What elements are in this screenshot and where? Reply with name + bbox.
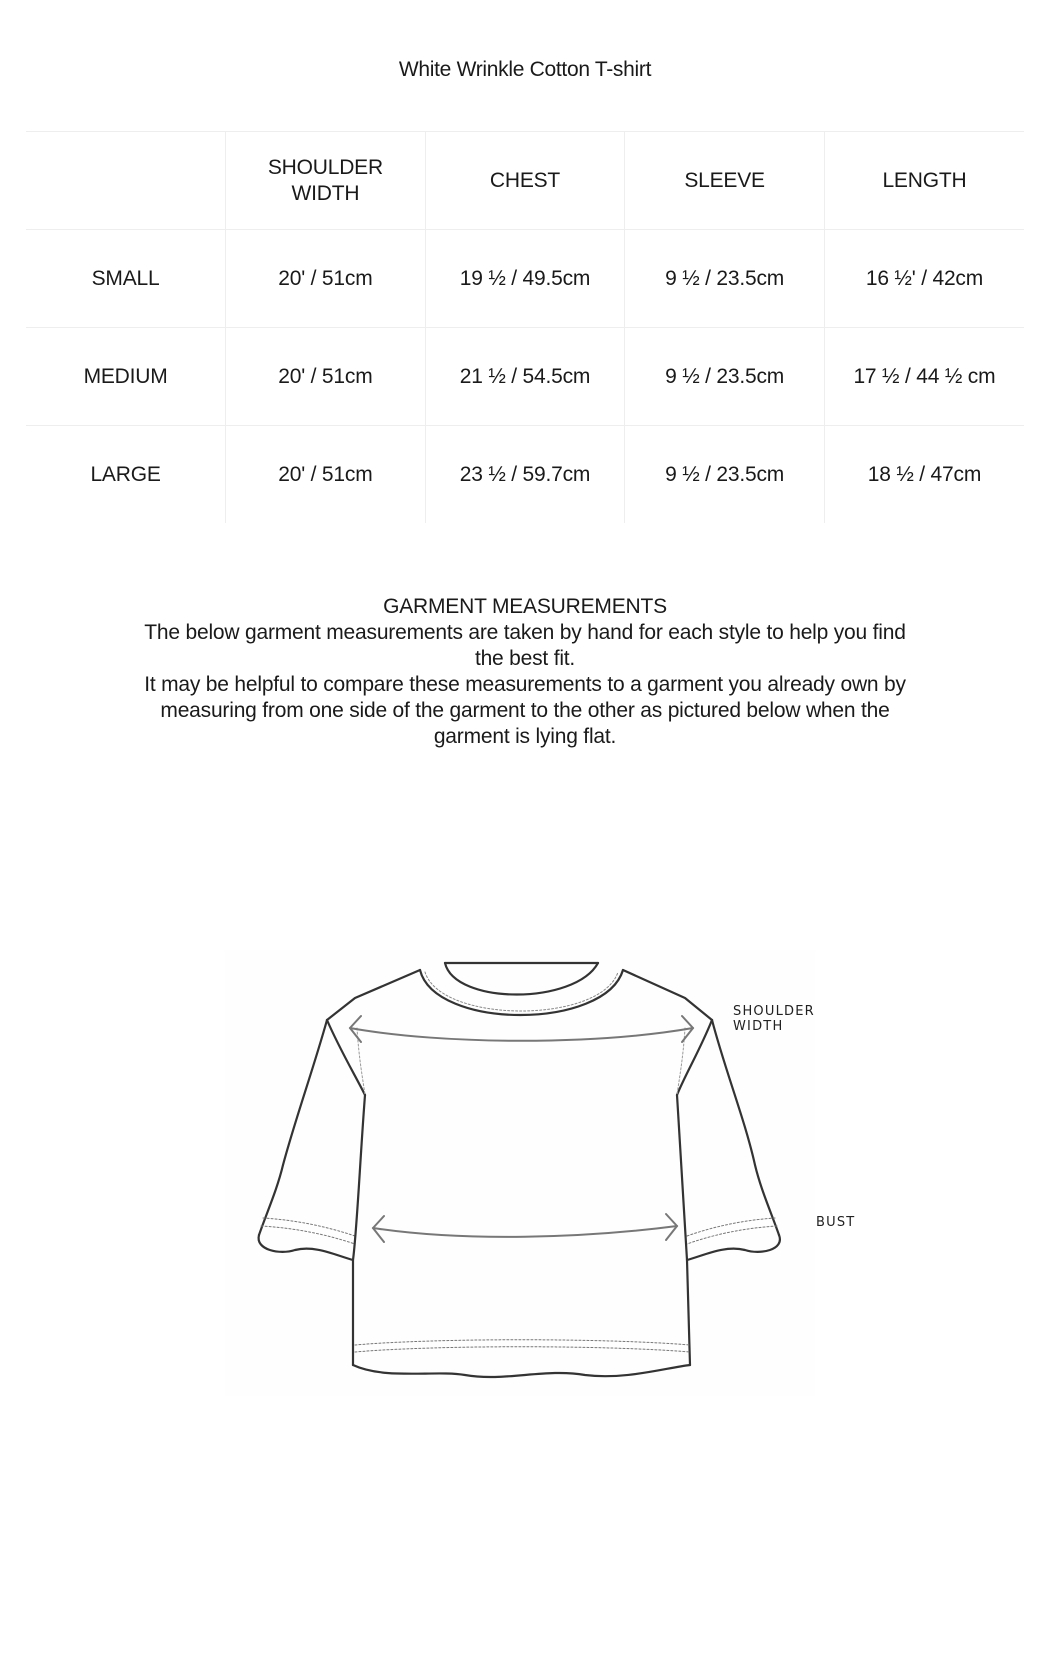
cell-sleeve: 9 ½ / 23.5cm xyxy=(625,328,825,426)
tshirt-flat-sketch-icon xyxy=(225,950,815,1396)
cell-length: 17 ½ / 44 ½ cm xyxy=(824,328,1024,426)
table-row-large xyxy=(26,426,1024,524)
cell-shoulder: 20' / 51cm xyxy=(226,230,426,328)
table-row-small xyxy=(26,230,1024,328)
bust-label: BUST xyxy=(816,1215,856,1230)
header-empty xyxy=(26,132,226,230)
header-chest: CHEST xyxy=(425,132,625,230)
header-length: LENGTH xyxy=(824,132,1024,230)
cell-shoulder: 20' / 51cm xyxy=(226,328,426,426)
garment-measurements-line1: The below garment measurements are taken by hand for each style to help you find the best fit. xyxy=(144,621,906,670)
cell-chest: 21 ½ / 54.5cm xyxy=(425,328,625,426)
shoulder-width-label: SHOULDER WIDTH xyxy=(733,1004,815,1034)
garment-measurements-heading: GARMENT MEASUREMENTS xyxy=(383,595,667,618)
cell-size: SMALL xyxy=(26,230,226,328)
header-shoulder-width-label: SHOULDER WIDTH xyxy=(267,155,383,205)
cell-sleeve: 9 ½ / 23.5cm xyxy=(625,426,825,524)
cell-length: 16 ½' / 42cm xyxy=(824,230,1024,328)
table-row-medium xyxy=(26,328,1024,426)
header-shoulder-width xyxy=(226,132,426,230)
cell-sleeve: 9 ½ / 23.5cm xyxy=(625,230,825,328)
product-title: White Wrinkle Cotton T-shirt xyxy=(398,58,652,81)
garment-measurements-line2: It may be helpful to compare these measurements to a garment you already own by measuring from one side of the garment to the other as pictured below when the garment is lying flat. xyxy=(144,673,906,748)
cell-length: 18 ½ / 47cm xyxy=(867,462,982,486)
tshirt-diagram xyxy=(225,950,856,1396)
garment-measurements-section xyxy=(130,594,920,750)
cell-size: MEDIUM xyxy=(26,328,226,426)
table-header-row xyxy=(26,132,1024,230)
cell-size: LARGE xyxy=(26,426,226,524)
cell-chest: 23 ½ / 59.7cm xyxy=(425,426,625,524)
size-chart-table xyxy=(26,131,1024,523)
cell-chest: 19 ½ / 49.5cm xyxy=(425,230,625,328)
cell-shoulder: 20' / 51cm xyxy=(226,426,426,524)
header-sleeve: SLEEVE xyxy=(625,132,825,230)
